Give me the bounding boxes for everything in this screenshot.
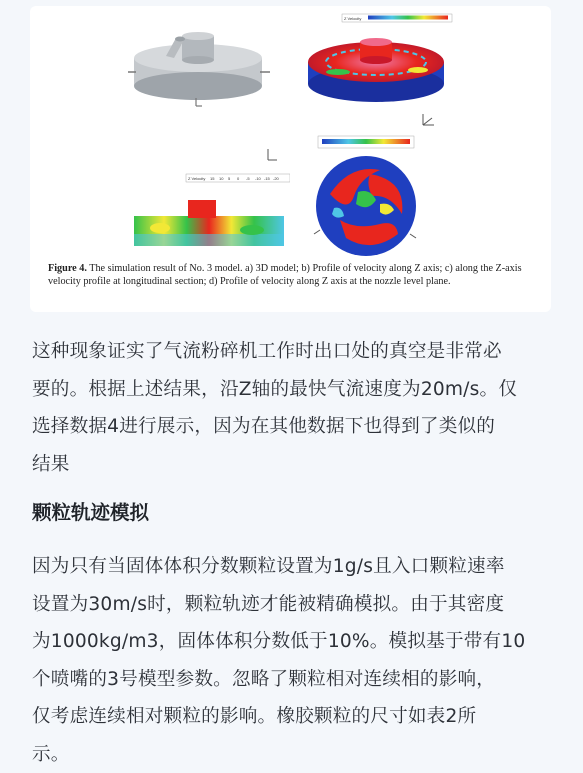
paragraph-line: 设置为30m/s时，颗粒轨迹才能被精确模拟。由于其密度: [32, 586, 557, 624]
caption-label: Figure 4.: [48, 263, 87, 274]
svg-text:10: 10: [219, 176, 224, 181]
panel-c-longitudinal-section: [130, 172, 290, 250]
paragraph-line: 仅考虑连续相对颗粒的影响。橡胶颗粒的尺寸如表2所: [32, 698, 557, 736]
paragraph-vacuum-result: [32, 333, 557, 483]
svg-text:5: 5: [228, 176, 231, 181]
paragraph-line: 因为只有当固体体积分数颗粒设置为1g/s且入口颗粒速率: [32, 548, 557, 586]
figure-4: [30, 6, 551, 312]
legend-title: Z Velocity: [344, 16, 361, 21]
paragraph-particle-trajectory: [32, 548, 557, 773]
svg-text:0: 0: [237, 176, 240, 181]
panel-d-nozzle-plane: [310, 134, 420, 264]
figure-caption: [48, 262, 534, 288]
paragraph-line: 要的。根据上述结果，沿Z轴的最快气流速度为20m/s。仅: [32, 371, 557, 409]
paragraph-line: 选择数据4进行展示，因为在其他数据下也得到了类似的: [32, 408, 557, 446]
paragraph-line: 这种现象证实了气流粉碎机工作时出口处的真空是非常必: [32, 333, 557, 371]
axis-glyph-c: [262, 146, 280, 164]
svg-text:-10: -10: [255, 176, 262, 181]
paragraph-line: 结果: [32, 446, 557, 484]
paragraph-line: 个喷嘴的3号模型参数。忽略了颗粒相对连续相的影响，: [32, 661, 557, 699]
paragraph-line: 为1000kg/m3，固体体积分数低于10%。模拟基于带有10: [32, 623, 557, 661]
section-heading: 颗粒轨迹模拟: [32, 497, 149, 525]
axis-glyph-b: [418, 110, 438, 130]
svg-text:-5: -5: [246, 176, 250, 181]
panel-b-velocity-disc: [298, 12, 458, 112]
svg-text:-20: -20: [273, 176, 280, 181]
panel-a-3d-model: [126, 20, 276, 110]
paragraph-line: 示。: [32, 736, 557, 773]
caption-text: The simulation result of No. 3 model. a) 3D model; b) Profile of velocity along Z axis; c) along the Z-axis velocity profile at longitudinal section; d) Profile of velocity along Z axis at the nozzle level plane.: [48, 263, 522, 287]
legend-title-c: Z Velocity: [188, 176, 205, 181]
svg-text:15: 15: [210, 176, 215, 181]
svg-text:-15: -15: [264, 176, 271, 181]
